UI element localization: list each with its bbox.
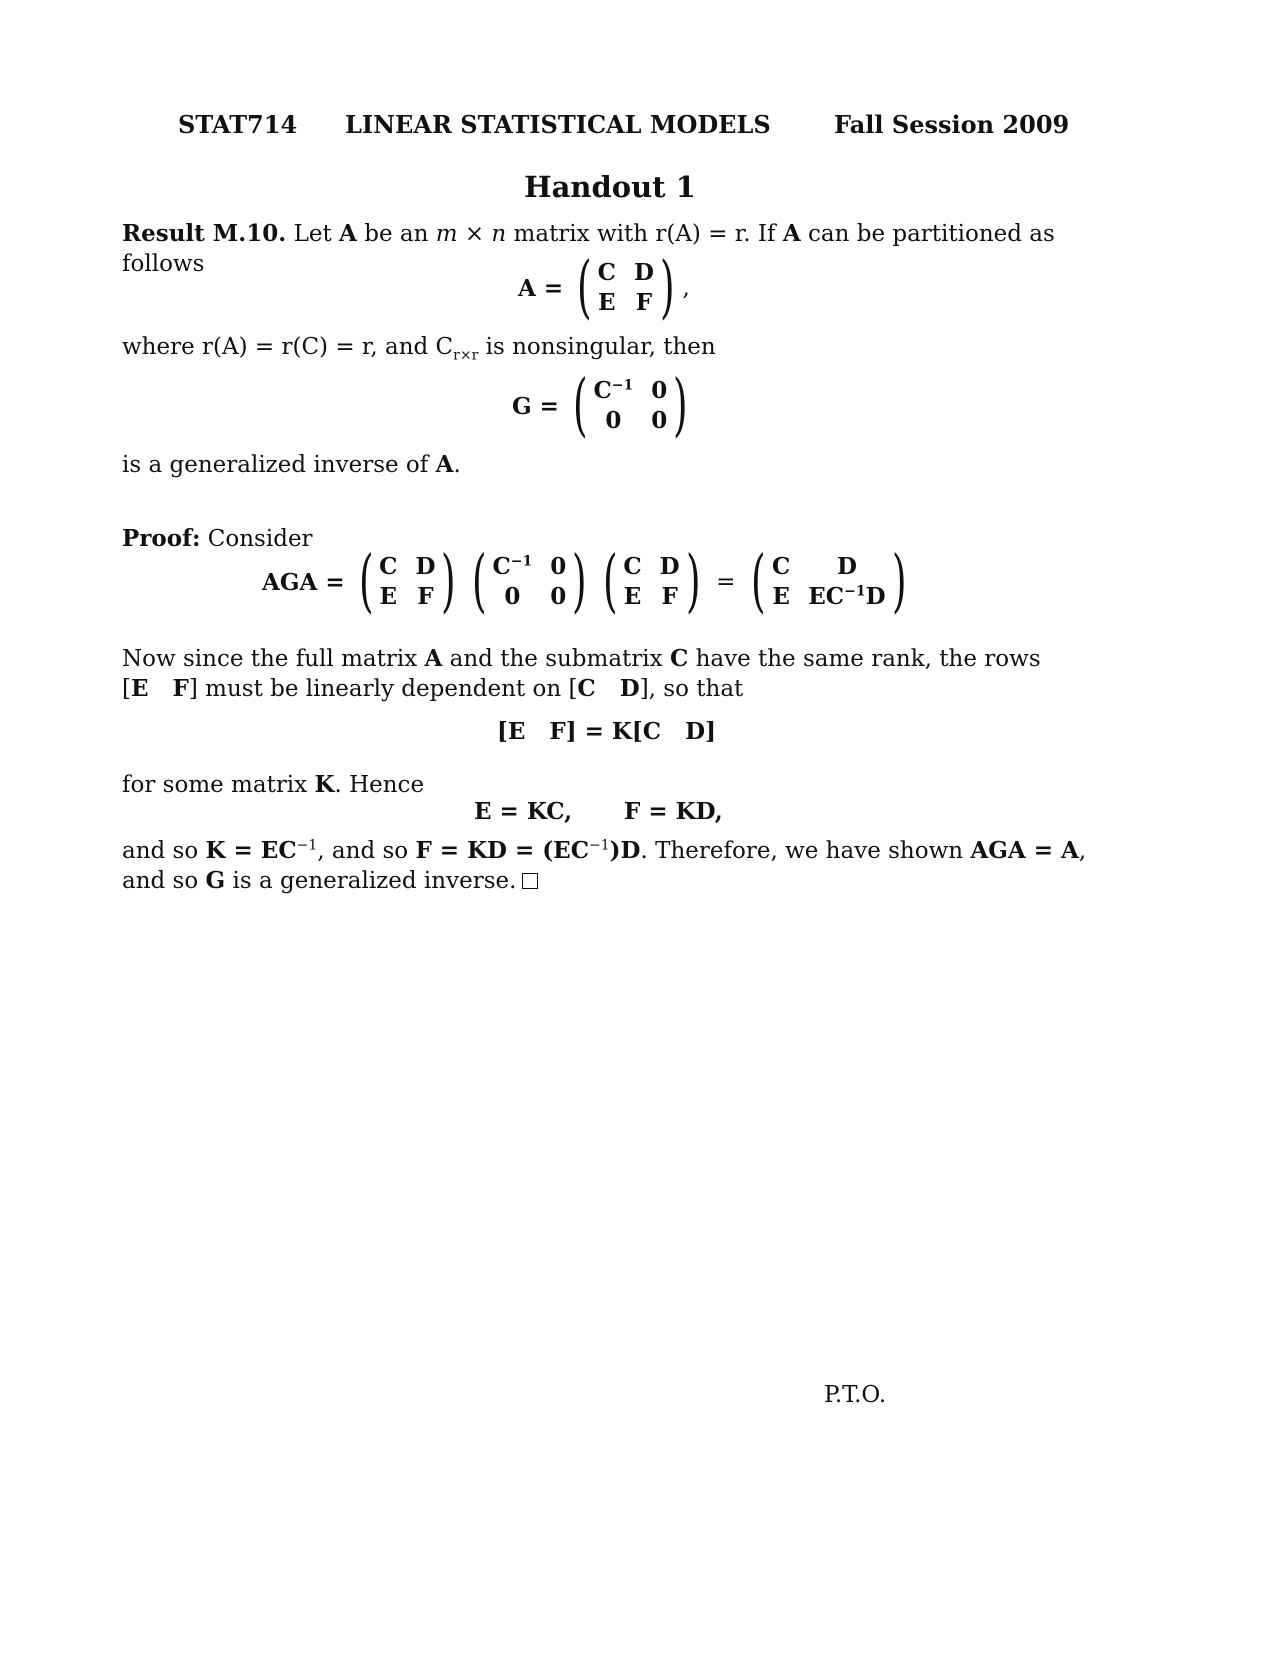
expression: F = KD = (EC	[415, 837, 590, 864]
punctuation: .	[453, 452, 461, 478]
result-text: . If	[743, 221, 776, 247]
matrix-cell: 0	[504, 583, 521, 610]
expression: )D	[609, 837, 641, 864]
matrix-cell: E	[598, 289, 616, 316]
matrix-cell: C	[379, 553, 398, 580]
symbol-G: G	[205, 867, 226, 894]
dimension: m × n	[435, 221, 507, 247]
symbol-A: A	[782, 220, 801, 247]
matrix	[571, 248, 680, 327]
symbol-K: K	[314, 771, 335, 798]
right-paren: )	[891, 542, 907, 621]
proof-text: ] must be linearly dependent on [	[188, 676, 578, 702]
matrix-cells	[379, 552, 435, 612]
matrix-cell: D	[836, 553, 857, 580]
matrix	[567, 366, 694, 445]
conclusion-text: is a generalized inverse of	[122, 452, 429, 478]
proof-text: is a generalized inverse.	[232, 868, 517, 894]
punctuation: ,	[1078, 838, 1087, 864]
matrix-cell: $C^{-1}$	[593, 377, 634, 404]
left-paren: (	[358, 542, 374, 621]
matrix-cell: D	[633, 259, 654, 286]
superscript: −1	[296, 837, 318, 854]
matrix-cell: E	[379, 583, 398, 610]
matrix-cell: 0	[651, 377, 668, 404]
where-text: where r(A) = r(C) = r, and C	[122, 334, 454, 360]
matrix-cell: C	[623, 553, 642, 580]
matrix-cell: E	[772, 583, 790, 610]
matrix-cell: 0	[651, 407, 668, 434]
matrix	[597, 542, 706, 621]
matrix-cell: 0	[605, 407, 622, 434]
symbol-A: A	[424, 645, 443, 672]
course-title: LINEAR STATISTICAL MODELS	[345, 110, 771, 139]
matrix	[745, 542, 912, 621]
where-line	[122, 332, 1097, 362]
proof-text: and so	[122, 868, 199, 894]
matrix-cell: F	[661, 583, 678, 610]
result-label: Result M.10.	[122, 220, 287, 247]
where-tail: is nonsingular, then	[478, 334, 716, 360]
superscript: −1	[589, 837, 610, 854]
equation-lhs: G =	[512, 392, 559, 420]
matrix-cells	[593, 376, 667, 436]
equation-F: F = KD,	[624, 798, 723, 825]
matrix-cells	[623, 552, 679, 612]
proof-text: and the submatrix	[449, 646, 663, 672]
proof-text: , and so	[317, 838, 409, 864]
row-block: E F	[130, 675, 189, 702]
matrix-cell: D	[659, 553, 680, 580]
left-paren: (	[572, 366, 588, 445]
row-block: C D	[577, 675, 640, 702]
proof-text: have the same rank, the rows [	[122, 646, 1041, 702]
matrix-cell: 0	[550, 553, 567, 580]
matrix-cell: F	[635, 289, 653, 316]
symbol-C: C	[669, 645, 689, 672]
equation-AGA	[262, 542, 914, 621]
symbol-A: A	[339, 220, 357, 247]
left-paren: (	[751, 542, 766, 621]
matrix-cell: F	[417, 583, 434, 610]
matrix-cell: $C^{-1}$	[492, 553, 533, 580]
qed-icon	[522, 873, 538, 889]
right-paren: )	[572, 542, 587, 621]
expression: AGA = A	[970, 837, 1079, 864]
proof-paragraph-3	[122, 836, 1097, 896]
session: Fall Session 2009	[834, 110, 1070, 139]
page-title: Handout 1	[524, 170, 696, 204]
matrix-cells	[772, 552, 886, 612]
punctuation: ,	[682, 275, 690, 301]
rank-expression: r(A) = r	[655, 221, 744, 247]
matrix-cell: E	[623, 583, 642, 610]
matrix	[466, 542, 593, 621]
result-conclusion	[122, 450, 1097, 480]
matrix-cell: C	[771, 553, 791, 580]
proof-text: Now since the full matrix	[122, 646, 418, 672]
matrix-cells	[492, 552, 566, 612]
equals-sign: =	[716, 569, 736, 595]
proof-label: Proof:	[122, 525, 201, 552]
equation-matrix-G	[512, 366, 696, 445]
right-paren: )	[441, 542, 456, 621]
proof-text: . Therefore, we have shown	[640, 838, 964, 864]
proof-paragraph-2	[122, 770, 1097, 800]
left-paren: (	[602, 542, 618, 621]
result-text: can be partitioned as follows	[122, 221, 1055, 277]
proof-text: and so	[122, 838, 199, 864]
matrix-cell: D	[415, 553, 436, 580]
right-paren: )	[685, 542, 701, 621]
expression: K = EC	[205, 837, 297, 864]
right-paren: )	[673, 366, 688, 445]
equation-EF: [E F] = K[C D]	[497, 718, 716, 745]
result-text: be an	[364, 221, 429, 247]
symbol-A: A	[435, 451, 454, 478]
matrix-cell: $EC^{-1}D$	[808, 583, 886, 610]
equation-E: E = KC,	[474, 798, 573, 825]
proof-text: ], so that	[639, 676, 744, 702]
left-paren: (	[577, 248, 592, 327]
equation-lhs: AGA =	[262, 568, 345, 596]
footer-pto: P.T.O.	[824, 1382, 887, 1408]
proof-paragraph-1	[122, 644, 1097, 704]
matrix-cell: 0	[550, 583, 567, 610]
result-text: Let	[293, 221, 332, 247]
matrix-cell: C	[597, 259, 616, 286]
left-paren: (	[471, 542, 487, 621]
proof-text: for some matrix	[122, 772, 308, 798]
matrix	[353, 542, 462, 621]
equation-matrix-A	[518, 248, 690, 327]
right-paren: )	[659, 248, 675, 327]
proof-text: . Hence	[334, 772, 425, 798]
subscript: r×r	[453, 347, 479, 364]
matrix-cells	[598, 258, 654, 318]
course-code: STAT714	[178, 110, 298, 139]
result-text: matrix with	[513, 221, 649, 247]
proof-text: Consider	[207, 526, 313, 552]
equation-lhs: A =	[518, 274, 564, 302]
